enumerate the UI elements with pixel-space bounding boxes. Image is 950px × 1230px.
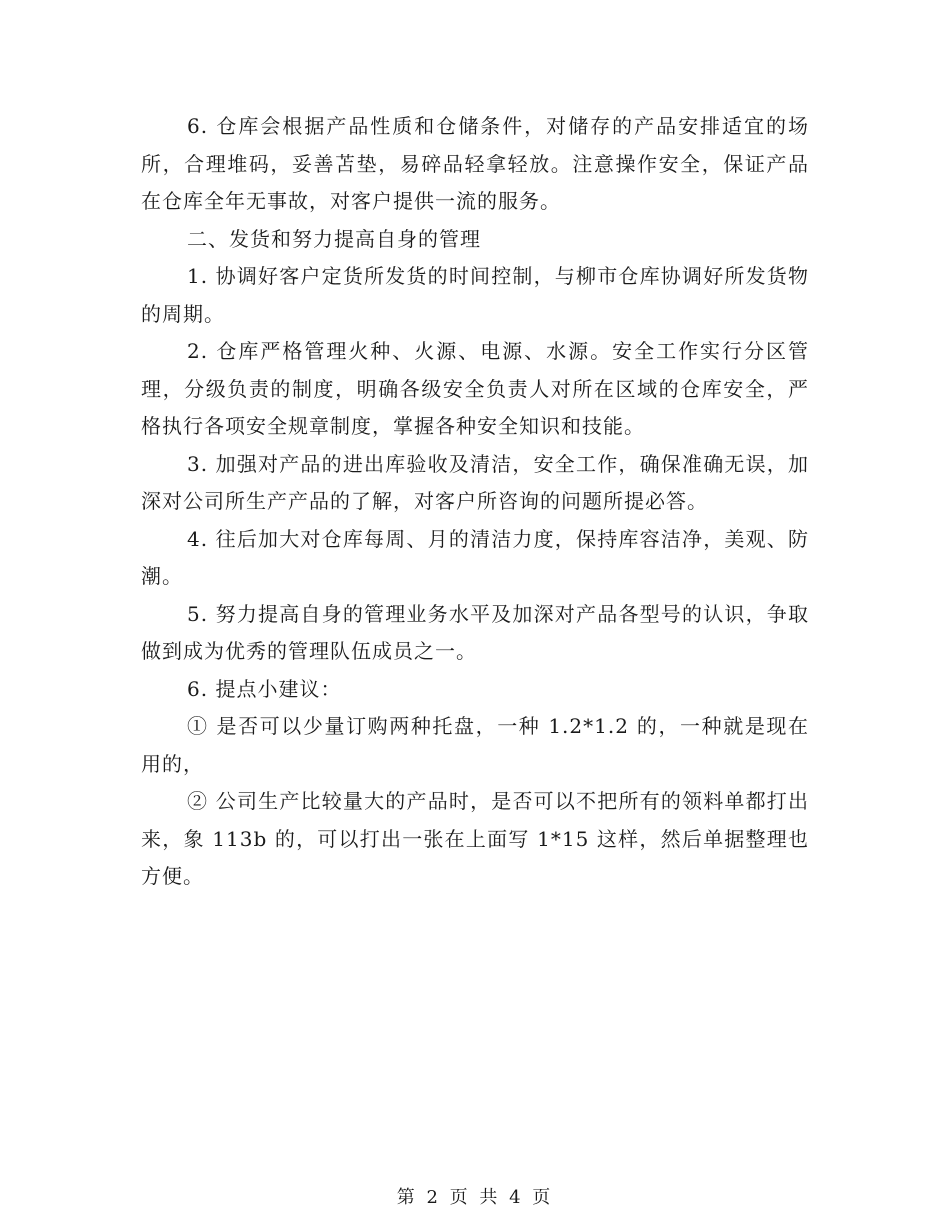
suggestion-item-1-pallets: ① 是否可以少量订购两种托盘，一种 1.2*1.2 的，一种就是现在用的， <box>141 714 809 776</box>
page-number-footer: 第 2 页 共 4 页 <box>396 1187 554 1208</box>
paragraph-item-5-improvement: 5. 努力提高自身的管理业务水平及加深对产品各型号的认识，争取做到成为优秀的管理队伍成员之一。 <box>141 601 809 663</box>
paragraph-item-3-inspection: 3. 加强对产品的进出库验收及清洁，安全工作，确保准确无误，加深对公司所生产产品的了解，对客户所咨询的问题所提必答。 <box>141 451 809 513</box>
paragraph-item-6-storage: 6. 仓库会根据产品性质和仓储条件，对储存的产品安排适宜的场所，合理堆码，妥善苫垫，易碎品轻拿轻放。注意操作安全，保证产品在仓库全年无事故，对客户提供一流的服务。 <box>141 114 809 213</box>
document-body <box>141 108 809 896</box>
section-heading-shipping-management: 二、发货和努力提高自身的管理 <box>187 226 481 251</box>
paragraph-item-4-cleaning: 4. 往后加大对仓库每周、月的清洁力度，保持库容洁净，美观、防潮。 <box>141 526 809 588</box>
suggestion-item-2-requisitions: ② 公司生产比较量大的产品时，是否可以不把所有的领料单都打出来，象 113b 的，可以打出一张在上面写 1*15 这样，然后单据整理也方便。 <box>141 789 809 888</box>
paragraph-item-2-safety: 2. 仓库严格管理火种、火源、电源、水源。安全工作实行分区管理，分级负责的制度，明确各级安全负责人对所在区域的仓库安全，严格执行各项安全规章制度，掌握各种安全知识和技能。 <box>141 339 809 438</box>
paragraph-item-1-shipping-time: 1. 协调好客户定货所发货的时间控制，与柳市仓库协调好所发货物的周期。 <box>141 264 809 326</box>
paragraph-item-6-suggestions: 6. 提点小建议： <box>187 676 342 701</box>
